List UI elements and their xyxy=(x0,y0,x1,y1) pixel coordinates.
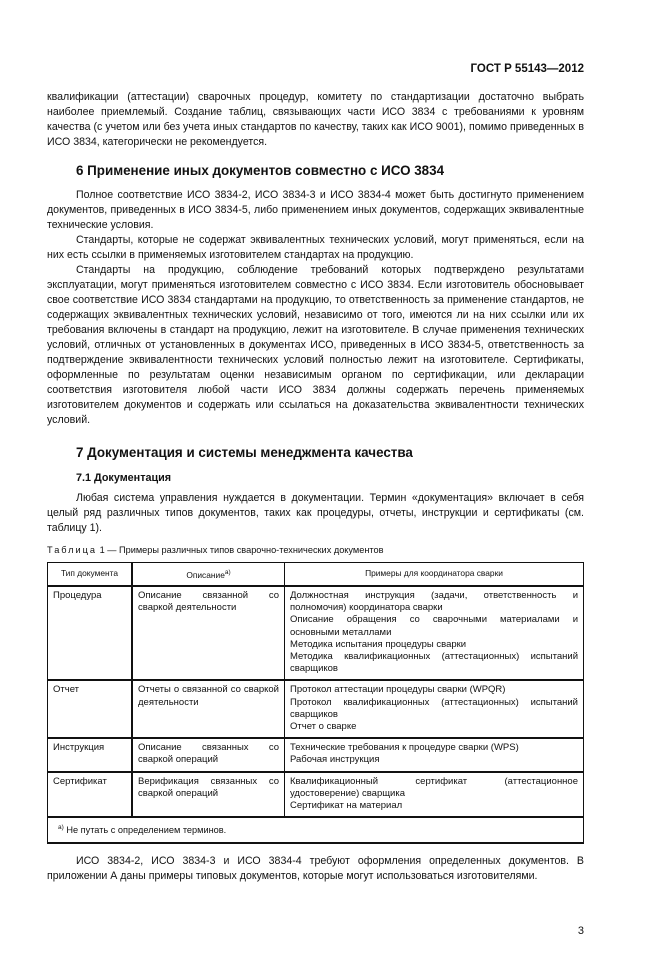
example-item: Методика испытания процедуры сварки xyxy=(290,638,467,650)
section-6-paragraph-2: Стандарты, которые не содержат эквивалентных технических условий, могут применяться, если на них есть ссылки в применяемых изготовителем стандартах на продукцию. xyxy=(47,234,584,261)
cell-description: Отчеты о связанной со сваркой деятельности xyxy=(132,680,285,738)
cell-type: Процедура xyxy=(48,586,133,680)
cell-description: Описание связанных со сваркой операций xyxy=(132,738,285,771)
cell-type: Отчет xyxy=(48,680,133,738)
intro-paragraph: квалификации (аттестации) сварочных процедур, комитету по стандартизации достаточно выбрать наиболее приемлемый. Создание таблиц, связывающих части ИСО 3834 с требованиями к уровням качества (с учетом или без учета иных стандартов по качеству, таких как ИСО 9001), помимо приведенных в ИСО 3834, категорически не рекомендуется. xyxy=(47,91,584,148)
table-row xyxy=(48,772,584,818)
cell-examples xyxy=(285,772,584,818)
example-item: Описание обращения со сварочными материалами и основными металлами xyxy=(290,614,578,638)
section-7-paragraph: Любая система управления нуждается в документации. Термин «документация» включает в себя целый ряд различных типов документов, таких как процедуры, отчеты, инструкции и сертификаты (см. таблицу 1). xyxy=(47,492,584,534)
header-description-text: Описание xyxy=(186,569,225,580)
cell-description: Описание связанной со сваркой деятельности xyxy=(132,586,285,680)
header-description xyxy=(132,563,285,587)
section-7-heading: 7 Документация и системы менеджмента качества xyxy=(76,445,413,460)
section-6-paragraph-1: Полное соответствие ИСО 3834-2, ИСО 3834-3 и ИСО 3834-4 может быть достигнуто применением документов, приведенных в ИСО 3834-5, либо применением иных документов, содержащих эквивалентные технические условия. xyxy=(47,189,584,231)
table-footnote-row xyxy=(48,817,584,842)
subsection-7-1-heading: 7.1 Документация xyxy=(76,472,172,484)
footnote-mark: а) xyxy=(58,824,64,832)
table-row xyxy=(48,680,584,738)
document-page xyxy=(47,0,584,958)
table-header-row xyxy=(48,563,584,587)
table-footnote xyxy=(48,817,584,842)
cell-type: Сертификат xyxy=(48,772,133,818)
header-examples: Примеры для координатора сварки xyxy=(285,563,584,587)
example-item: Методика квалификационных (аттестационных) испытаний сварщиков xyxy=(290,651,578,675)
cell-examples xyxy=(285,586,584,680)
example-item: Рабочая инструкция xyxy=(290,754,380,766)
document-types-table xyxy=(47,562,584,844)
cell-description: Верификация связанных со сваркой операций xyxy=(132,772,285,818)
example-item: Протокол квалификационных (аттестационных) испытаний сварщиков xyxy=(290,696,578,720)
section-6-paragraph-3: Стандарты на продукцию, соблюдение требований которых подтверждено результатами эксплуатации, могут применяться изготовителем совместно с ИСО 3834. Если изготовитель обосновывает свое соответствие ИСО 3834 стандартами на продукцию, то ответственность за применение стандартов, не содержащих эквивалентных технических условий, независимо от того, имеются ли на них ссылки или их требования включены в стандарт на продукцию, лежит на изготовителе. В случае применения технических условий, отличных от установленных в документах ИСО, приведенных в ИСО 3834-5, ответственность за подтверждение эквивалентности технических условий полностью лежит на изготовителе. Сертификаты, оформленные по результатам оценки независимым органом по сертификации, или декларации соответствия изготовителя любой части ИСО 3834 должны содержать перечень применяемых изготовителем документов и содержать или ссылаться на доказательства эквивалентности технических условий. xyxy=(47,264,584,426)
document-id: ГОСТ Р 55143—2012 xyxy=(470,63,584,75)
page-number: 3 xyxy=(577,924,584,937)
example-item: Протокол аттестации процедуры сварки (WPQR) xyxy=(290,684,506,696)
cell-examples xyxy=(285,680,584,738)
footnote-ref: а) xyxy=(224,569,231,576)
example-item: Технические требования к процедуре сварки (WPS) xyxy=(290,742,519,754)
table-row xyxy=(48,738,584,771)
table-caption-text: 1 — Примеры различных типов сварочно-технических документов xyxy=(97,545,384,555)
table-caption xyxy=(47,544,584,556)
table-caption-label: Таблица xyxy=(47,545,98,555)
example-item: Должностная инструкция (задачи, ответственность и полномочия) координатора сварки xyxy=(290,590,578,614)
example-item: Сертификат на материал xyxy=(290,800,403,812)
section-6-heading: 6 Применение иных документов совместно с ИСО 3834 xyxy=(76,163,445,178)
example-item: Отчет о сварке xyxy=(290,721,357,733)
footnote-text: Не путать с определением терминов. xyxy=(63,825,227,836)
example-item: Квалификационный сертификат (аттестационное удостоверение) сварщика xyxy=(290,775,578,799)
cell-examples xyxy=(285,738,584,771)
section-6-body xyxy=(47,188,584,428)
table-row xyxy=(48,586,584,680)
closing-paragraph: ИСО 3834-2, ИСО 3834-3 и ИСО 3834-4 требуют оформления определенных документов. В приложении А даны примеры типовых документов, которые могут использоваться изготовителями. xyxy=(47,854,584,882)
header-type: Тип документа xyxy=(48,563,133,587)
cell-type: Инструкция xyxy=(48,738,133,771)
